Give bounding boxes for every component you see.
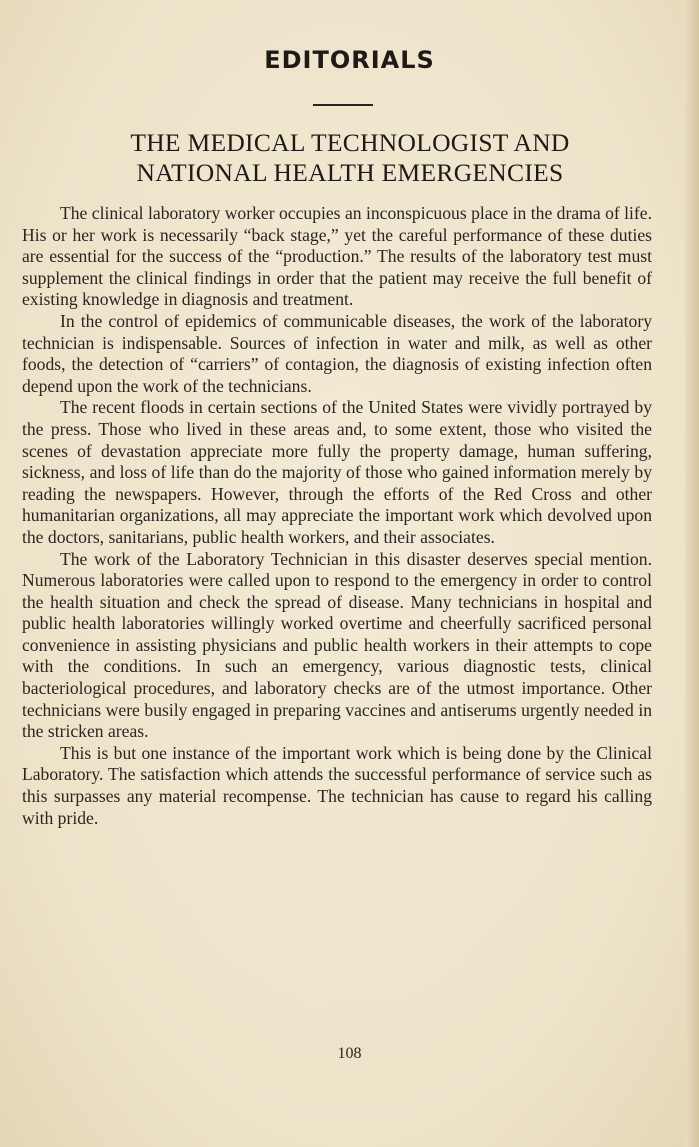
article-title-line-1: THE MEDICAL TECHNOLOGIST AND xyxy=(130,128,570,157)
article-title xyxy=(40,128,660,188)
page-number: 108 xyxy=(337,1045,362,1062)
paragraph-3: The recent floods in certain sections of the United States were vividly portrayed by the press. Those who lived in these areas and, to some extent, those who visited the scenes of devastation appreciate more fully the property damage, human suffering, sickness, and loss of life than do the majority of those who gained information merely by reading the newspapers. However, through the efforts of the Red Cross and other humanitarian organizations, all may appreciate the important work which devolved upon the doctors, sanitarians, public health workers, and their associates. xyxy=(22,397,652,547)
paragraph-2: In the control of epidemics of communicable diseases, the work of the laboratory technician is indispensable. Sources of infection in water and milk, as well as other foods, the detection of “carriers” of contagion, the diagnosis of existing infection often depend upon the work of the technicians. xyxy=(22,310,652,396)
paragraph-5: This is but one instance of the important work which is being done by the Clinical Laboratory. The satisfaction which attends the successful performance of service such as this surpasses any material recompense. The technician has cause to regard his calling with pride. xyxy=(22,742,652,828)
article-title-line-2: NATIONAL HEALTH EMERGENCIES xyxy=(136,158,564,187)
paragraph-4: The work of the Laboratory Technician in this disaster deserves special mention. Numerous laboratories were called upon to respond to the emergency in order to control the health situation and check the spread of disease. Many technicians in hospital and public health laboratories willingly worked overtime and cheerfully sacrificed personal convenience in assisting physicians and public health workers in their attempts to cope with the conditions. In such an emergency, various diagnostic tests, clinical bacteriological procedures, and laboratory checks are of the utmost importance. Other technicians were busily engaged in preparing vaccines and antiserums urgently needed in the stricken areas. xyxy=(22,548,652,742)
heading-divider xyxy=(313,104,373,106)
article-body xyxy=(22,203,652,829)
page-edge xyxy=(685,0,699,1147)
section-heading: EDITORIALS xyxy=(264,46,435,74)
paragraph-1: The clinical laboratory worker occupies an inconspicuous place in the drama of life. His or her work is necessarily “back stage,” yet the careful performance of these duties are essential for the success of the “production.” The results of the laboratory test must supplement the clinical findings in order that the patient may receive the full benefit of existing knowledge in diagnosis and treatment. xyxy=(22,203,652,310)
